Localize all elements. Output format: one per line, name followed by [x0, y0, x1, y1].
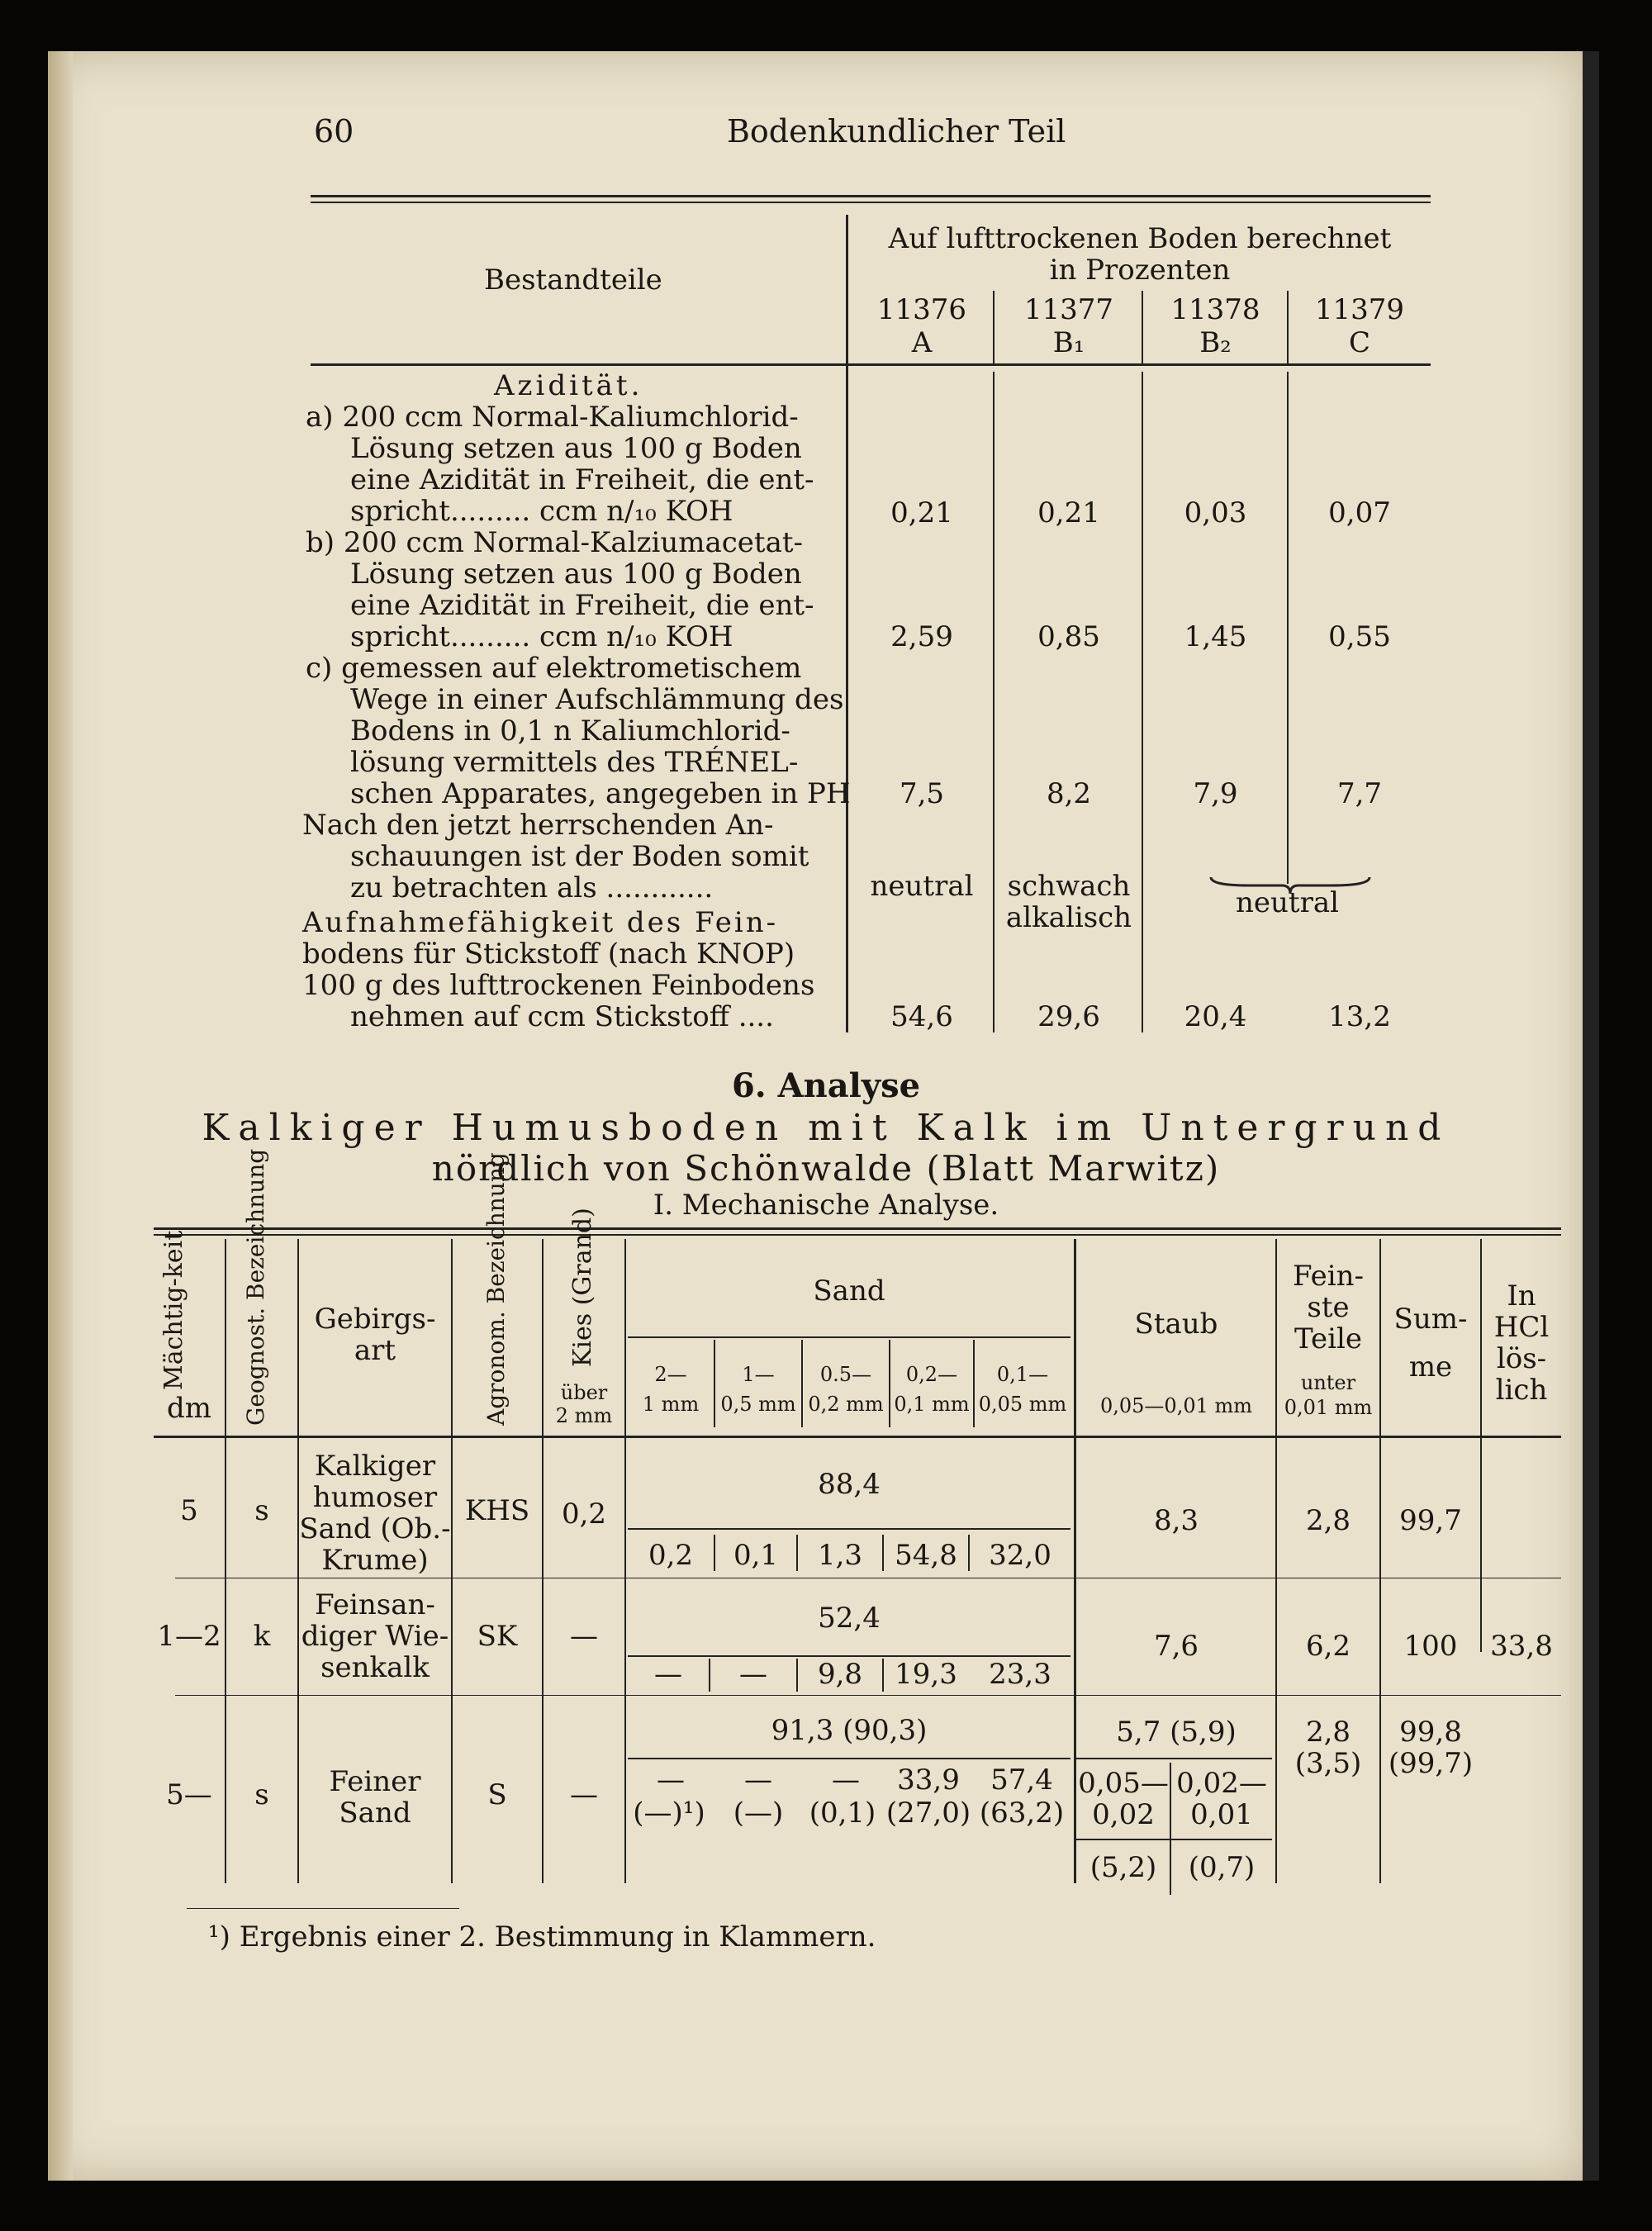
- row2-kies: —: [570, 1620, 598, 1653]
- table1-header-rule: [311, 363, 1431, 366]
- footnote: ¹) Ergebnis einer 2. Bestimmung in Klammern.: [208, 1920, 876, 1953]
- row3-feinste-2: (3,5): [1294, 1747, 1362, 1780]
- row1-art: Kalkiger: [314, 1450, 436, 1483]
- row1-sand: 0,2: [648, 1539, 694, 1572]
- text-line: Wege in einer Aufschlämmung des: [350, 683, 844, 716]
- text-line: b) 200 ccm Normal-Kalziumacetat-: [306, 526, 804, 559]
- row1-dm: 5: [180, 1494, 198, 1527]
- value-c: 7,7: [1336, 777, 1383, 810]
- header-staub: Staub: [1134, 1308, 1218, 1341]
- row2-sand: 23,3: [989, 1658, 1051, 1691]
- row1-art: Sand (Ob.-: [299, 1512, 451, 1545]
- t2-col: [624, 1239, 626, 1883]
- row3-art: Sand: [339, 1797, 411, 1830]
- text-line: Lösung setzen aus 100 g Boden: [350, 558, 802, 591]
- header-gebirgsart: Gebirgs-: [314, 1303, 436, 1336]
- table1-divider: [846, 215, 848, 1032]
- header-feinste: Fein-: [1292, 1260, 1365, 1293]
- value-c: 8,2: [1046, 777, 1092, 810]
- header-maechtigkeit: Mächtig-keit: [159, 1230, 188, 1390]
- running-title: Bodenkundlicher Teil: [727, 113, 1066, 150]
- table1-top-rule: [311, 195, 1431, 197]
- text-line: schauungen ist der Boden somit: [350, 840, 809, 873]
- row3-feinste: 2,8: [1305, 1716, 1351, 1749]
- table2-row-rule: [175, 1695, 1561, 1696]
- table2-staub-sub-rule: [1075, 1839, 1272, 1840]
- value-a: 0,21: [890, 496, 953, 529]
- table2-staub-sub-rule: [1075, 1758, 1272, 1759]
- t2-col: [1379, 1239, 1381, 1883]
- value-b: 0,85: [1037, 620, 1100, 653]
- text-line: spricht......... ccm n/₁₀ KOH: [350, 620, 733, 653]
- value-n: 29,6: [1037, 1000, 1100, 1033]
- row3-sand-bottom: (0,1): [809, 1797, 876, 1830]
- value-a: 0,03: [1184, 496, 1247, 529]
- row1-sand: 32,0: [989, 1539, 1051, 1572]
- table1-col-sep-1: [993, 291, 995, 365]
- row3-staub-value: (0,7): [1188, 1851, 1256, 1884]
- header-hcl: lös-: [1496, 1342, 1547, 1375]
- header-feinste: Teile: [1294, 1322, 1363, 1355]
- value-a: 0,07: [1328, 496, 1391, 529]
- row1-geo: s: [254, 1494, 269, 1527]
- row3-geo: s: [254, 1778, 269, 1811]
- sand-col-top: 0.5—: [819, 1363, 872, 1386]
- text-line: lösung vermittels des TRÉNEL-: [350, 746, 799, 779]
- header-feinste: ste: [1307, 1291, 1350, 1324]
- section-subtitle: Kalkiger Humusboden mit Kalk im Untergrund: [202, 1107, 1450, 1149]
- header-staub-sub: 0,05—0,01 mm: [1099, 1394, 1253, 1417]
- value-n: 13,2: [1328, 1000, 1391, 1033]
- page-number: 60: [314, 113, 354, 150]
- row1-kies: 0,2: [561, 1498, 607, 1531]
- footnote-rule: [187, 1908, 459, 1909]
- text-line: Aufnahmefähigkeit des Fein-: [302, 906, 779, 939]
- row2-sand-total: 52,4: [818, 1602, 881, 1635]
- table2-sand-sub-rule: [628, 1758, 1070, 1759]
- table1-top-rule-2: [311, 202, 1431, 203]
- text-line: eine Azidität in Freiheit, die ent-: [350, 463, 814, 496]
- header-gebirgsart-2: art: [354, 1334, 396, 1367]
- row3-art: Feiner: [329, 1765, 421, 1798]
- text-line: zu betrachten als ............: [350, 871, 714, 904]
- value-n: 20,4: [1184, 1000, 1247, 1033]
- header-kies-sub: 2 mm: [555, 1404, 613, 1427]
- row3-agro: S: [487, 1778, 507, 1811]
- table1-col-sub: A: [911, 326, 933, 359]
- table1-body-sep-2: [1142, 372, 1143, 1032]
- value-a: 0,21: [1037, 496, 1100, 529]
- value-b: 0,55: [1328, 620, 1391, 653]
- row2-dm: 1—2: [157, 1620, 221, 1653]
- text-line: a) 200 ccm Normal-Kaliumchlorid-: [306, 401, 799, 434]
- table2-sand-sub-rule: [628, 1528, 1070, 1530]
- table1-body-sep-1: [993, 372, 995, 1032]
- row1-art: Krume): [321, 1544, 429, 1577]
- t2-col: [1074, 1239, 1076, 1883]
- header-feinste-sub: 0,01 mm: [1284, 1396, 1373, 1419]
- table2-top-rule: [154, 1227, 1561, 1230]
- row3-sand-bottom: (63,2): [979, 1797, 1065, 1830]
- table1-col-sub: C: [1348, 326, 1370, 359]
- row3-sand-bottom: (—): [733, 1797, 784, 1830]
- header-hcl: lich: [1495, 1374, 1548, 1407]
- row1-sand-total: 88,4: [818, 1468, 881, 1501]
- row1-sand: 1,3: [817, 1539, 863, 1572]
- sand-col-bottom: 1 mm: [642, 1393, 700, 1416]
- section-title-aziditaet: Azidität.: [494, 369, 643, 402]
- row3-sand-bottom: (27,0): [885, 1797, 971, 1830]
- row3-sand-top: 33,9: [897, 1763, 960, 1797]
- section-location: nördlich von Schönwalde (Blatt Marwitz): [431, 1148, 1221, 1189]
- row2-hcl: 33,8: [1490, 1630, 1553, 1663]
- sand-col-bottom: 0,5 mm: [720, 1393, 796, 1416]
- sand-col-bottom: 0,1 mm: [894, 1393, 970, 1416]
- row1-staub: 8,3: [1153, 1504, 1199, 1537]
- table1-header-right-1: Auf lufttrockenen Boden berechnet: [888, 222, 1392, 255]
- header-agronom: Agronom. Bezeichnung: [482, 1152, 510, 1426]
- text-line: Nach den jetzt herrschenden An-: [302, 809, 774, 842]
- sand-col-bottom: 0,2 mm: [808, 1393, 884, 1416]
- row3-sand-top: —: [744, 1763, 772, 1797]
- value-alkalisch: alkalisch: [1005, 901, 1132, 934]
- row3-sand-top: 57,4: [990, 1763, 1053, 1797]
- header-feinste-sub: unter: [1300, 1371, 1356, 1394]
- table2-sand-rule: [628, 1336, 1070, 1338]
- value-neutral-cd: neutral: [1236, 886, 1339, 919]
- text-line: 100 g des lufttrockenen Feinbodens: [302, 969, 815, 1002]
- header-hcl: HCl: [1493, 1311, 1550, 1344]
- header-kies: Kies (Grand): [568, 1208, 597, 1367]
- value-b: 2,59: [890, 620, 953, 653]
- row2-sand: —: [739, 1658, 767, 1691]
- row1-sand: 54,8: [895, 1539, 957, 1572]
- row1-feinste: 2,8: [1305, 1504, 1351, 1537]
- sand-col-top: 0,1—: [996, 1363, 1049, 1386]
- section-title: 6. Analyse: [731, 1066, 921, 1105]
- sand-col-bottom: 0,05 mm: [978, 1393, 1067, 1416]
- table1-col-num: 11379: [1314, 293, 1405, 326]
- header-kies-sub: über: [560, 1381, 608, 1404]
- header-hcl: In: [1507, 1279, 1536, 1312]
- header-sand: Sand: [813, 1275, 885, 1308]
- header-geognost: Geognost. Bezeichnung: [242, 1148, 269, 1426]
- table1-col-num: 11378: [1170, 293, 1260, 326]
- row3-staub-split-top: 0,05—: [1078, 1767, 1169, 1800]
- row1-agro: KHS: [464, 1494, 530, 1527]
- row3-staub: 5,7 (5,9): [1116, 1716, 1237, 1749]
- text-line: nehmen auf ccm Stickstoff ....: [350, 1000, 774, 1033]
- sand-col-top: 2—: [654, 1363, 687, 1386]
- table1-header-right-2: in Prozenten: [1049, 254, 1231, 287]
- row3-kies: —: [570, 1778, 598, 1811]
- sand-col-top: 0,2—: [905, 1363, 958, 1386]
- row3-staub-split-bottom: 0,01: [1190, 1798, 1253, 1831]
- value-neutral: neutral: [870, 870, 974, 903]
- value-c: 7,5: [899, 777, 945, 810]
- row2-staub: 7,6: [1153, 1630, 1199, 1663]
- text-line: c) gemessen auf elektrometischem: [306, 652, 802, 685]
- row1-art: humoser: [312, 1481, 438, 1514]
- value-schwach: schwach: [1007, 870, 1131, 903]
- header-dm: dm: [166, 1392, 211, 1425]
- text-line: schen Apparates, angegeben in PH: [350, 777, 851, 810]
- row2-art: diger Wie-: [301, 1620, 449, 1653]
- table1-col-num: 11376: [876, 293, 967, 326]
- header-summe: me: [1408, 1350, 1453, 1384]
- row3-sand-top: —: [657, 1763, 685, 1797]
- row2-agro: SK: [477, 1620, 518, 1653]
- text-line: spricht......... ccm n/₁₀ KOH: [350, 495, 733, 528]
- row3-staub-value: (5,2): [1089, 1851, 1157, 1884]
- text-line: Lösung setzen aus 100 g Boden: [350, 432, 802, 465]
- row3-summe: 99,8: [1399, 1716, 1462, 1749]
- text-line: eine Azidität in Freiheit, die ent-: [350, 589, 814, 622]
- table1-header-bestandteile: Bestandteile: [484, 263, 662, 297]
- value-b: 1,45: [1184, 620, 1247, 653]
- value-n: 54,6: [890, 1000, 953, 1033]
- table1-col-sub: B₂: [1199, 326, 1232, 359]
- row3-staub-split-top: 0,02—: [1176, 1767, 1267, 1800]
- row2-art: Feinsan-: [315, 1588, 435, 1621]
- header-summe: Sum-: [1393, 1303, 1468, 1336]
- table2-top-rule-2: [154, 1234, 1561, 1236]
- row2-sand: 19,3: [895, 1658, 957, 1691]
- row3-dm: 5—: [166, 1778, 212, 1811]
- row2-geo: k: [253, 1620, 271, 1653]
- row2-sand: —: [654, 1658, 682, 1691]
- text-line: Bodens in 0,1 n Kaliumchlorid-: [350, 714, 790, 748]
- row3-sand-top: —: [832, 1763, 860, 1797]
- row3-sand-total: 91,3 (90,3): [771, 1714, 928, 1747]
- row3-summe-2: (99,7): [1388, 1747, 1474, 1780]
- section-part: I. Mechanische Analyse.: [653, 1189, 999, 1222]
- value-c: 7,9: [1193, 777, 1238, 810]
- row2-feinste: 6,2: [1305, 1630, 1351, 1663]
- sand-col-top: 1—: [742, 1363, 775, 1386]
- table1-col-sub: B₁: [1052, 326, 1085, 359]
- row2-art: senkalk: [320, 1651, 430, 1684]
- row3-staub-split-bottom: 0,02: [1092, 1798, 1155, 1831]
- text-line: bodens für Stickstoff (nach KNOP): [302, 937, 795, 971]
- row3-sand-bottom: (—)¹): [633, 1797, 705, 1830]
- row1-sand: 0,1: [733, 1539, 779, 1572]
- row2-summe: 100: [1403, 1630, 1458, 1663]
- table2-header-rule: [154, 1436, 1561, 1438]
- table2-sand-sub-rule: [628, 1655, 1070, 1657]
- table1-col-num: 11377: [1023, 293, 1114, 326]
- row1-summe: 99,7: [1399, 1504, 1462, 1537]
- row2-sand: 9,8: [817, 1658, 863, 1691]
